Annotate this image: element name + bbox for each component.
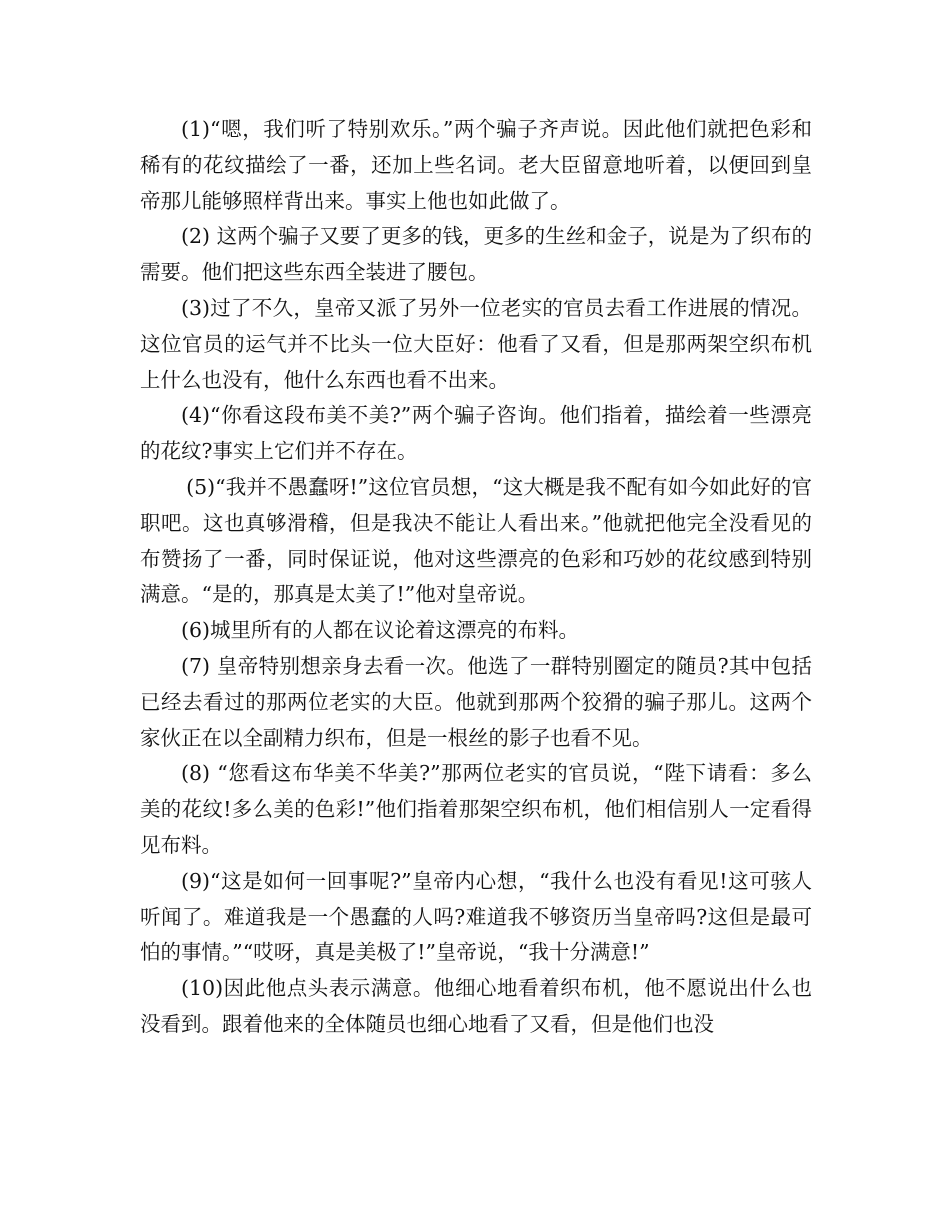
paragraph-6: (6)城里所有的人都在议论着这漂亮的布料。	[181, 618, 580, 643]
paragraph-2: (2) 这两个骗子又要了更多的钱，更多的生丝和金子，说是为了织布的需要。他们把这些东西全装进了腰包。	[140, 224, 812, 285]
paragraph-4: (4)“你看这段布美不美?”两个骗子咨询。他们指着，描绘着一些漂亮的花纹?事实上它们并不存在。	[140, 403, 812, 464]
paragraph-9: (9)“这是如何一回事呢?”皇帝内心想，“我什么也没有看见!这可骇人听闻了。难道我是一个愚蠢的人吗?难道我不够资历当皇帝吗?这但是最可怕的事情。”“哎呀，真是美极了!”皇帝说，“我十分满意!”	[140, 868, 812, 965]
document-body	[140, 112, 812, 1043]
paragraph-8: (8) “您看这布华美不华美?”那两位老实的官员说，“陛下请看：多么美的花纹!多么美的色彩!”他们指着那架空织布机，他们相信别人一定看得见布料。	[140, 761, 812, 857]
paragraph-10: (10)因此他点头表示满意。他细心地看着织布机，他不愿说出什么也没看到。跟着他来的全体随员也细心地看了又看，但是他们也没	[140, 976, 812, 1036]
paragraph-3: (3)过了不久，皇帝又派了另外一位老实的官员去看工作进展的情况。这位官员的运气并不比头一位大臣好：他看了又看，但是那两架空织布机上什么也没有，他什么东西也看不出来。	[140, 295, 812, 392]
paragraph-5: (5)“我并不愚蠢呀!”这位官员想，“这大概是我不配有如今如此好的官职吧。这也真够滑稽，但是我决不能让人看出来。”他就把他完全没看见的布赞扬了一番，同时保证说，他对这些漂亮的色彩和巧妙的花纹感到特别满意。“是的，那真是太美了!”他对皇帝说。	[140, 474, 812, 607]
paragraph-1: (1)“嗯，我们听了特别欢乐。”两个骗子齐声说。因此他们就把色彩和稀有的花纹描绘了一番，还加上些名词。老大臣留意地听着，以便回到皇帝那儿能够照样背出来。事实上他也如此做了。	[140, 117, 812, 213]
paragraph-7: (7) 皇帝特别想亲身去看一次。他选了一群特别圈定的随员?其中包括已经去看过的那两位老实的大臣。他就到那两个狡猾的骗子那儿。这两个家伙正在以全副精力织布，但是一根丝的影子也看不见。	[140, 653, 812, 750]
